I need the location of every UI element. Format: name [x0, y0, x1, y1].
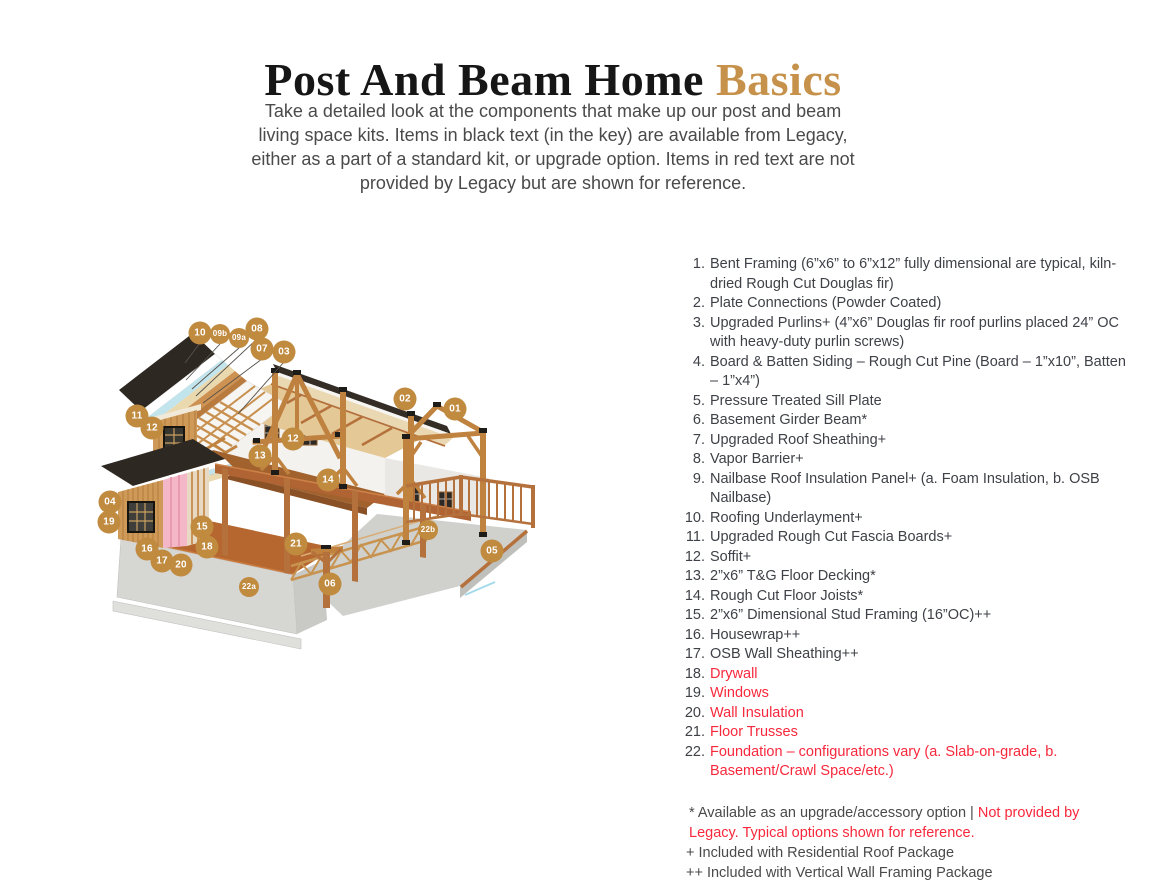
key-item-22 [682, 743, 1134, 782]
key-item-10 [682, 509, 1134, 529]
key-item-label: Plate Connections (Powder Coated) [710, 295, 942, 311]
diagram-marker-09b: 09b [210, 324, 230, 344]
key-item-number: 10. [684, 509, 705, 526]
key-item-11 [682, 528, 1134, 548]
key-item-6 [682, 411, 1134, 431]
page-title [0, 53, 1106, 106]
diagram-marker-02: 02 [394, 388, 417, 411]
key-item-number: 18. [684, 665, 705, 682]
diagram-marker-14: 14 [317, 469, 340, 492]
key-item-number: 2. [692, 295, 705, 311]
diagram-marker-13: 13 [249, 445, 272, 468]
key-item-number: 22. [684, 743, 705, 760]
diagram-marker-16: 16 [136, 538, 159, 561]
key-item-label: Vapor Barrier+ [710, 451, 804, 467]
diagram-marker-17: 17 [151, 550, 174, 573]
key-item-16 [682, 626, 1134, 646]
key-item-label: Bent Framing (6”x6” to 6”x12” fully dimensional are typical, kiln-dried Rough Cut Douglas fir) [710, 256, 1117, 292]
key-item-number: 14. [684, 587, 705, 604]
diagram-marker-09a: 09a [229, 328, 249, 348]
key-item-13 [682, 567, 1134, 587]
key-item-3 [682, 314, 1134, 353]
key-item-label: Upgraded Rough Cut Fascia Boards+ [710, 529, 953, 545]
key-item-number: 8. [692, 451, 705, 467]
key-item-20 [682, 704, 1134, 724]
key-item-4 [682, 353, 1134, 392]
key-item-9 [682, 470, 1134, 509]
key-item-label: Windows [710, 685, 769, 701]
key-item-19 [682, 684, 1134, 704]
key-item-label: Upgraded Roof Sheathing+ [710, 431, 887, 448]
diagram-marker-15: 15 [191, 516, 214, 539]
diagram-marker-08: 08 [246, 318, 269, 341]
intro-paragraph: Take a detailed look at the components that make up our post and beam living space kits. Items in black text (in the key) are available from Legacy, either as a part of a standard kit, or upgrade option. Items in red text are not provided by Legacy but are shown for reference. [251, 101, 855, 193]
key-item-label: Drywall [710, 665, 758, 682]
key-item-12 [682, 548, 1134, 568]
key-item-17 [682, 645, 1134, 665]
key-item-18 [682, 665, 1134, 685]
key-item-7 [682, 431, 1134, 451]
key-item-number: 21. [684, 724, 705, 740]
key-item-label: Nailbase Roof Insulation Panel+ (a. Foam Insulation, b. OSB Nailbase) [710, 470, 1100, 506]
page-title-accent: Basics [715, 53, 842, 105]
diagram-marker-12: 12 [141, 417, 164, 440]
diagram-marker-01: 01 [444, 398, 467, 421]
diagram-marker-12: 12 [282, 428, 305, 451]
window-icon [127, 501, 155, 533]
key-item-number: 9. [692, 470, 705, 487]
key-item-label: Basement Girder Beam* [710, 412, 868, 428]
diagram-marker-07: 07 [251, 338, 274, 361]
diagram-marker-10: 10 [189, 322, 212, 345]
key-item-label: Wall Insulation [710, 704, 804, 721]
key-item-label: Floor Trusses [710, 724, 798, 740]
key-item-label: Soffit+ [710, 548, 752, 565]
key-item-number: 19. [684, 685, 705, 701]
footnote-wall-package: ++ Included with Vertical Wall Framing Package [686, 865, 993, 881]
key-item-8 [682, 450, 1134, 470]
key-item-number: 13. [684, 568, 705, 584]
footnote-upgrade-red: Not provided by Legacy. Typical options shown for reference. [689, 805, 1080, 841]
key-item-label: Housewrap++ [710, 626, 801, 643]
key-item-label: Board & Batten Siding – Rough Cut Pine (Board – 1”x10”, Batten – 1”x4”) [710, 353, 1126, 389]
key-item-2 [682, 294, 1134, 314]
key-item-number: 5. [692, 392, 705, 409]
page-title-main: Post And Beam Home [264, 53, 704, 105]
diagram-marker-18: 18 [196, 536, 219, 559]
footnote-upgrade [686, 803, 1128, 843]
footnote-upgrade-black: * Available as an upgrade/accessory option | [689, 805, 978, 821]
key-item-number: 4. [692, 353, 705, 370]
key-item-5 [682, 392, 1134, 412]
key-item-number: 16. [684, 626, 705, 643]
key-item-number: 20. [684, 704, 705, 721]
key-item-label: Rough Cut Floor Joists* [710, 587, 864, 604]
key-item-label: Roofing Underlayment+ [710, 509, 863, 526]
diagram-marker-06: 06 [319, 573, 342, 596]
diagram-marker-19: 19 [98, 511, 121, 534]
key-item-14 [682, 587, 1134, 607]
key-item-number: 15. [684, 607, 705, 623]
key-item-number: 11. [685, 529, 705, 545]
diagram-marker-21: 21 [285, 533, 308, 556]
key-item-label: 2”x6” Dimensional Stud Framing (16”OC)++ [710, 607, 992, 623]
key-item-number: 3. [692, 314, 705, 331]
house-illustration [75, 318, 640, 718]
component-key-list [682, 255, 1134, 782]
footnote-roof-package: + Included with Residential Roof Package [686, 845, 955, 861]
key-item-number: 6. [692, 412, 705, 428]
key-item-15 [682, 606, 1134, 626]
diagram-marker-20: 20 [170, 554, 193, 577]
diagram-marker-11: 11 [126, 405, 149, 428]
key-item-1 [682, 255, 1134, 294]
intro-section [0, 99, 1106, 195]
key-item-number: 7. [692, 431, 705, 448]
diagram-marker-03: 03 [273, 341, 296, 364]
key-item-number: 1. [692, 256, 705, 272]
footnotes [686, 803, 1128, 883]
key-item-label: 2”x6” T&G Floor Decking* [710, 568, 876, 584]
key-item-label: OSB Wall Sheathing++ [710, 646, 859, 662]
key-item-label: Upgraded Purlins+ (4”x6” Douglas fir roof purlins placed 24” OC with heavy-duty purlin screws) [710, 314, 1120, 350]
diagram-marker-04: 04 [99, 491, 122, 514]
key-item-21 [682, 723, 1134, 743]
diagram-marker-22a: 22a [239, 577, 259, 597]
key-item-number: 12. [684, 548, 705, 565]
house-diagram [75, 318, 640, 718]
key-item-label: Pressure Treated Sill Plate [710, 392, 882, 409]
diagram-marker-05: 05 [481, 540, 504, 563]
key-item-label: Foundation – configurations vary (a. Slab-on-grade, b. Basement/Crawl Space/etc.) [710, 743, 1058, 779]
key-item-number: 17. [684, 646, 705, 662]
diagram-marker-22b: 22b [418, 520, 438, 540]
